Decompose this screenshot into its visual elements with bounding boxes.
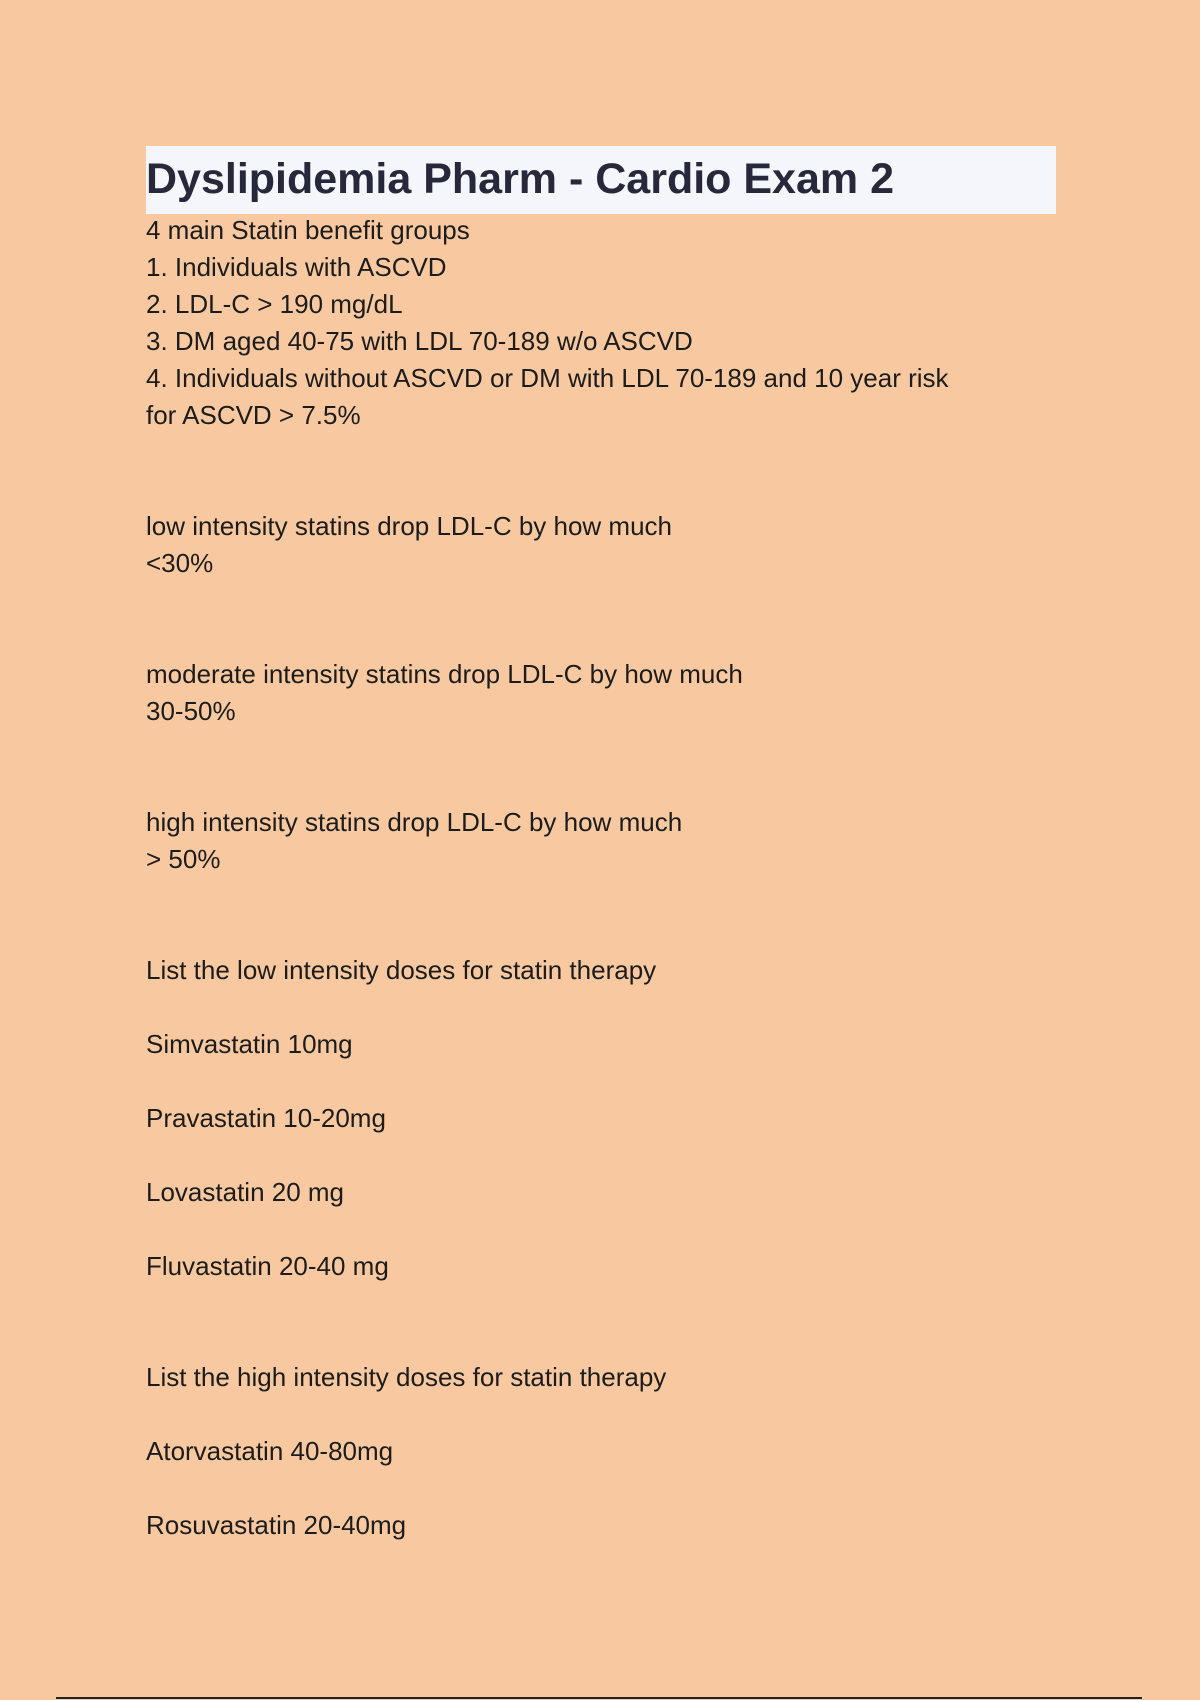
high-dose-item: Atorvastatin 40-80mg: [146, 1436, 394, 1466]
page-title: Dyslipidemia Pharm - Cardio Exam 2: [146, 146, 1056, 214]
low-intensity-answer: <30%: [146, 548, 214, 578]
high-intensity-question: high intensity statins drop LDL-C by how much: [146, 807, 683, 837]
benefit-group-item: 4. Individuals without ASCVD or DM with LDL 70-189 and 10 year risk: [146, 363, 949, 393]
benefit-group-item: 3. DM aged 40-75 with LDL 70-189 w/o ASCVD: [146, 326, 693, 356]
moderate-intensity-question: moderate intensity statins drop LDL-C by how much: [146, 659, 743, 689]
page-bottom-rule: [56, 1697, 1142, 1699]
benefit-groups-heading: 4 main Statin benefit groups: [146, 215, 470, 245]
low-intensity-question: low intensity statins drop LDL-C by how much: [146, 511, 673, 541]
high-intensity-answer: > 50%: [146, 844, 221, 874]
moderate-intensity-answer: 30-50%: [146, 696, 236, 726]
document-body: [146, 212, 1046, 1544]
low-dose-item: Fluvastatin 20-40 mg: [146, 1251, 389, 1281]
low-dose-item: Lovastatin 20 mg: [146, 1177, 345, 1207]
low-dose-item: Simvastatin 10mg: [146, 1029, 353, 1059]
low-doses-question: List the low intensity doses for statin therapy: [146, 955, 657, 985]
benefit-group-item-continued: for ASCVD > 7.5%: [146, 400, 361, 430]
benefit-group-item: 1. Individuals with ASCVD: [146, 252, 447, 282]
high-dose-item: Rosuvastatin 20-40mg: [146, 1510, 407, 1540]
high-doses-question: List the high intensity doses for statin therapy: [146, 1362, 667, 1392]
benefit-group-item: 2. LDL-C > 190 mg/dL: [146, 289, 403, 319]
low-dose-item: Pravastatin 10-20mg: [146, 1103, 386, 1133]
